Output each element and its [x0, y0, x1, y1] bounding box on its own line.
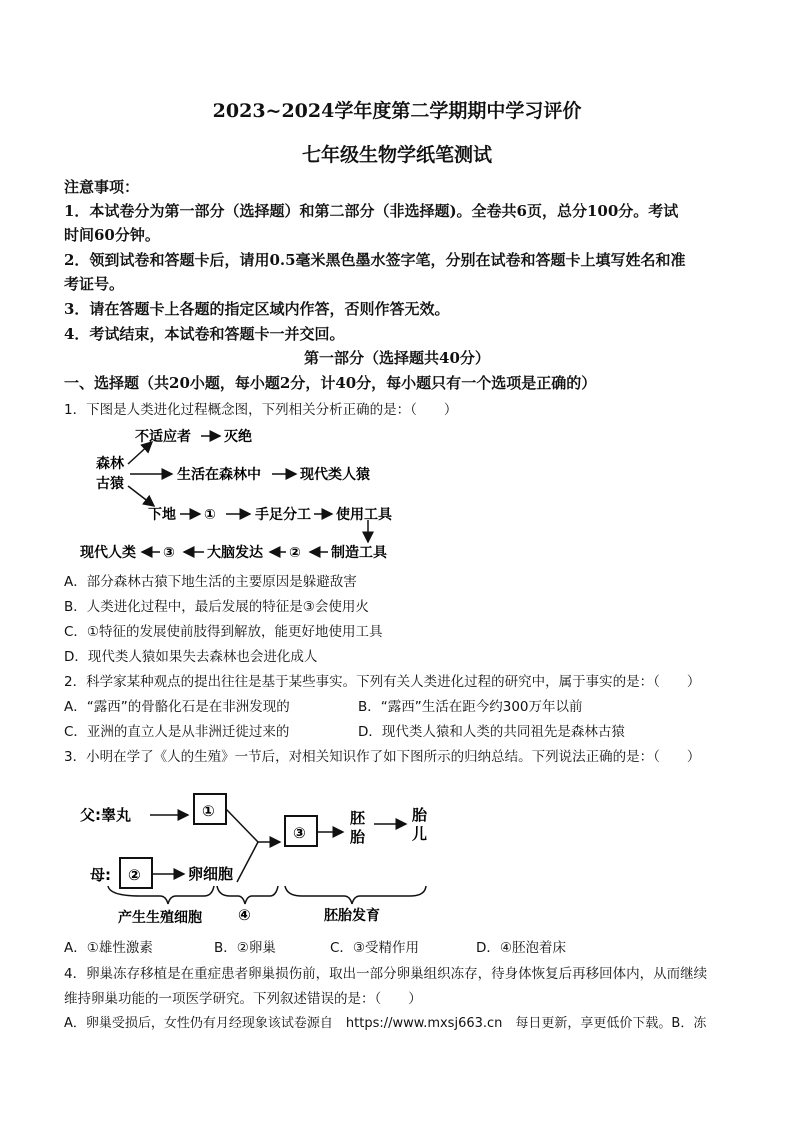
- q1-option-a: A．部分森林古猿下地生活的主要原因是躲避敌害: [64, 574, 357, 590]
- q3-label-fetus-1: 胎: [412, 806, 428, 824]
- q3-reproduction-diagram: [80, 780, 440, 930]
- q1-node-extinct: 灭绝: [224, 429, 252, 445]
- q4-option-line: A．卵巢受损后，女性仍有月经现象该试卷源自 https://www.mxsj663.cn 每日更新，享更低价下载。B．冻: [64, 1016, 707, 1031]
- q1-node-hands: 手足分工: [255, 507, 311, 523]
- q2-stem: 2．科学家某种观点的提出往往是基于某些事实。下列有关人类进化过程的研究中，属于事实的是：（ ）: [64, 674, 701, 690]
- section-heading: 一、选择题（共20小题，每小题2分，计40分，每小题只有一个选项是正确的）: [64, 374, 597, 392]
- q3-option-a: A．①雄性激素: [64, 940, 153, 956]
- q1-node-circle3: ③: [163, 545, 175, 561]
- q1-stem: 1．下图是人类进化过程概念图，下列相关分析正确的是：（ ）: [64, 402, 458, 418]
- q1-node-ground: 下地: [148, 507, 176, 523]
- q3-label-embryo-1: 胚: [350, 809, 366, 827]
- q3-label-mother: 母:: [90, 866, 111, 884]
- q3-label-fetus-2: 儿: [412, 825, 428, 843]
- q1-node-forest: 生活在森林中: [177, 467, 261, 483]
- q1-option-c: C．①特征的发展使前肢得到解放，能更好地使用工具: [64, 624, 383, 640]
- q1-node-modern-ape: 现代类人猿: [300, 467, 370, 483]
- q3-brace-label-1: 产生生殖细胞: [118, 910, 202, 926]
- q3-label-father: 父:睾丸: [80, 806, 131, 824]
- exam-subtitle: 七年级生物学纸笔测试: [301, 144, 492, 166]
- q3-box-2: ②: [128, 866, 141, 884]
- q2-option-d: D．现代类人猿和人类的共同祖先是森林古猿: [358, 724, 625, 740]
- q1-node-brain: 大脑发达: [207, 545, 263, 561]
- notice-item-1-cont: 时间60分钟。: [64, 226, 160, 244]
- q4-stem-line-2: 维持卵巢功能的一项医学研究。下列叙述错误的是：（ ）: [64, 991, 422, 1007]
- part1-heading: 第一部分（选择题共40分）: [304, 349, 490, 367]
- notice-heading: 注意事项：: [64, 178, 140, 196]
- q1-node-unfit: 不适应者: [135, 429, 191, 445]
- exam-title: 2023~2024学年度第二学期期中学习评价: [212, 100, 582, 122]
- q3-brace-label-2: ④: [238, 906, 251, 924]
- q3-box-1: ①: [202, 802, 215, 820]
- q2-option-b: B．“露西”生活在距今约300万年以前: [358, 699, 583, 715]
- q1-evolution-diagram: [60, 420, 420, 568]
- q3-brace-label-3: 胚胎发育: [324, 908, 380, 924]
- q3-label-egg: 卵细胞: [188, 865, 234, 883]
- q2-option-a: A．“露西”的骨骼化石是在非洲发现的: [64, 699, 290, 715]
- q1-node-human: 现代人类: [80, 545, 136, 561]
- notice-item-3: 3．请在答题卡上各题的指定区域内作答，否则作答无效。: [64, 300, 450, 318]
- q1-option-d: D．现代类人猿如果失去森林也会进化成人: [64, 649, 318, 665]
- q1-node-circle1: ①: [204, 507, 216, 523]
- q4-stem-line-1: 4．卵巢冻存移植是在重症患者卵巢损伤前，取出一部分卵巢组织冻存，待身体恢复后再移回体内，从而继续: [64, 966, 708, 982]
- q1-node-make: 制造工具: [331, 545, 387, 561]
- notice-item-2-cont: 考证号。: [64, 275, 125, 293]
- q1-node-tools: 使用工具: [336, 507, 392, 523]
- q1-node-ape-line2: 古猿: [96, 476, 124, 492]
- q1-option-b: B．人类进化过程中，最后发展的特征是③会使用火: [64, 599, 369, 615]
- q3-stem: 3．小明在学了《人的生殖》一节后，对相关知识作了如下图所示的归纳总结。下列说法正确的是：（ ）: [64, 749, 701, 765]
- q2-option-c: C．亚洲的直立人是从非洲迁徙过来的: [64, 724, 290, 740]
- q3-box-3: ③: [293, 824, 306, 842]
- q1-node-circle2: ②: [289, 545, 301, 561]
- q3-option-c: C．③受精作用: [330, 940, 420, 956]
- notice-item-1: 1．本试卷分为第一部分（选择题）和第二部分（非选择题)。全卷共6页，总分100分。考试: [64, 202, 679, 220]
- notice-item-2: 2．领到试卷和答题卡后，请用0.5毫米黑色墨水签字笔，分别在试卷和答题卡上填写姓名和准: [64, 251, 686, 269]
- notice-item-4: 4．考试结束，本试卷和答题卡一并交回。: [64, 325, 345, 343]
- q1-node-ape-line1: 森林: [96, 456, 124, 472]
- q3-option-d: D．④胚泡着床: [476, 940, 566, 956]
- q3-option-b: B．②卵巢: [214, 940, 276, 956]
- q3-label-embryo-2: 胎: [350, 828, 366, 846]
